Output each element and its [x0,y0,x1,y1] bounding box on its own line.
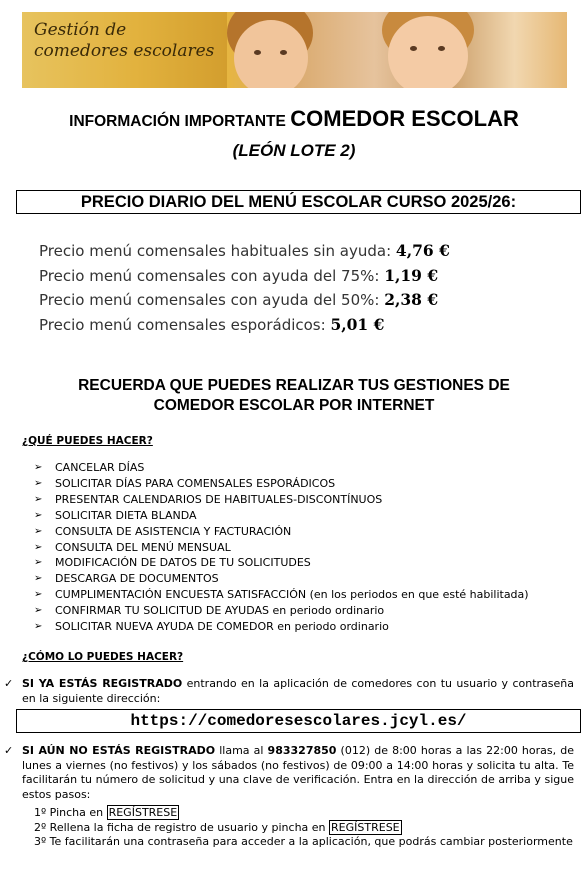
action-text: PRESENTAR CALENDARIOS DE HABITUALES-DISCONTÍNUOS [55,492,383,506]
action-extra: en periodo ordinario [273,620,389,634]
phone-number: 983327850 [267,744,337,757]
checkmark-icon: ✓ [4,744,14,757]
arrow-bullet-icon: ➢ [34,541,43,553]
checkmark-icon: ✓ [4,677,14,690]
registered-text: entrando en la aplicación de comedores con tu usuario y contraseña en la siguiente dirección: [22,677,575,705]
header-banner [22,12,567,88]
page-title [0,106,588,132]
arrow-bullet-icon: ➢ [34,462,43,473]
arrow-bullet-icon: ➢ [34,477,43,489]
list-item [34,571,529,587]
action-text: SOLICITAR DIETA BLANDA [55,508,197,522]
title-big: COMEDOR ESCOLAR [290,106,519,131]
internet-reminder [0,376,588,416]
action-text: SOLICITAR DÍAS PARA COMENSALES ESPORÁDICOS [55,476,336,490]
arrow-bullet-icon: ➢ [34,589,43,601]
arrow-bullet-icon: ➢ [34,621,43,633]
price-label: Precio menú comensales habituales sin ayuda: [39,242,392,260]
list-item [34,587,529,603]
step-3-text: 3º Te facilitarán una contraseña para acceder a la aplicación, que podrás cambiar posteriormente [34,835,573,849]
price-value: 5,01 € [330,314,385,334]
list-item [34,524,529,540]
action-extra: en periodo ordinario [269,604,385,618]
list-item [34,460,529,476]
list-item [34,619,529,635]
registered-paragraph [22,677,574,706]
step-1-text: 1º Pincha en [34,806,107,819]
action-text: DESCARGA DE DOCUMENTOS [55,572,219,586]
price-label: Precio menú comensales esporádicos: [39,315,326,334]
price-label: Precio menú comensales con ayuda del 50%: [39,291,380,309]
not-registered-text-b: (012) de 8:00 horas a las 22:00 horas, de lunes a viernes (no festivos) y los sábados (no festivos) de 09:00 a 14:00 horas y solicita tu alta. Te facilitarán tu número de solicitud y una clave de verificación. Entra en la dirección de arriba y sigue estos pasos: [22,744,574,801]
list-item [34,476,529,492]
banner-logo-text [34,20,214,62]
reminder-line-1: RECUERDA QUE PUEDES REALIZAR TUS GESTIONES DE [78,377,510,394]
what-can-you-do-heading: ¿QUÉ PUEDES HACER? [22,435,153,447]
step-1 [34,806,575,821]
price-list [39,239,450,337]
action-text: CONFIRMAR TU SOLICITUD DE AYUDAS [55,604,270,618]
step-2-text: 2º Rellena la ficha de registro de usuario y pincha en [34,820,330,834]
action-text: MODIFICACIÓN DE DATOS DE TU SOLICITUDES [55,556,311,570]
price-row [39,239,450,264]
price-row [39,313,450,338]
arrow-bullet-icon: ➢ [34,525,43,537]
action-text: SOLICITAR NUEVA AYUDA DE COMEDOR [55,620,274,634]
price-value: 1,19 € [384,265,439,285]
step-3 [34,835,575,850]
list-item [34,603,529,619]
register-button-ref: REGÍSTRESE [108,806,178,819]
not-registered-paragraph [22,744,574,802]
price-value: 4,76 € [395,241,450,260]
eye [254,50,261,55]
page-subtitle: (LEÓN LOTE 2) [232,141,356,160]
price-label: Precio menú comensales con ayuda del 75%: [39,266,380,285]
title-small: INFORMACIÓN IMPORTANTE [69,113,286,130]
eye [410,46,417,51]
child-face-left [234,20,308,88]
action-text: CUMPLIMENTACIÓN ENCUESTA SATISFACCIÓN [55,588,307,602]
banner-line-2: comedores escolares [34,41,215,61]
action-extra: (en los periodos en que esté habilitada) [306,588,529,602]
not-registered-lead: SI AÚN NO ESTÁS REGISTRADO [22,744,216,757]
arrow-bullet-icon: ➢ [34,493,43,505]
register-button-ref: REGÍSTRESE [331,820,400,834]
actions-list [34,460,529,635]
list-item [34,555,529,571]
arrow-bullet-icon: ➢ [34,557,43,569]
eye [280,50,287,55]
how-can-you-do-it-heading: ¿CÓMO LO PUEDES HACER? [22,651,184,663]
price-row [39,288,450,313]
not-registered-text-a: llama al [215,744,268,757]
price-value: 2,38 € [384,290,439,309]
action-text: CONSULTA DE ASISTENCIA Y FACTURACIÓN [55,524,292,538]
eye [438,46,445,51]
list-item [34,492,529,508]
registration-steps [34,806,575,850]
registered-lead: SI YA ESTÁS REGISTRADO [22,677,183,690]
arrow-bullet-icon: ➢ [34,573,43,585]
banner-line-1: Gestión de [34,20,127,40]
arrow-bullet-icon: ➢ [34,509,43,521]
child-face-right [388,16,468,88]
website-url[interactable]: https://comedoresescolares.jcyl.es/ [16,709,581,733]
price-row [39,264,450,289]
price-box-title: PRECIO DIARIO DEL MENÚ ESCOLAR CURSO 2025/26: [16,190,581,214]
action-text: CONSULTA DEL MENÚ MENSUAL [55,540,231,554]
reminder-line-2: COMEDOR ESCOLAR POR INTERNET [153,397,435,414]
step-2 [34,821,575,836]
action-text: CANCELAR DÍAS [55,461,145,474]
arrow-bullet-icon: ➢ [34,605,43,617]
list-item [34,508,529,524]
list-item [34,540,529,556]
